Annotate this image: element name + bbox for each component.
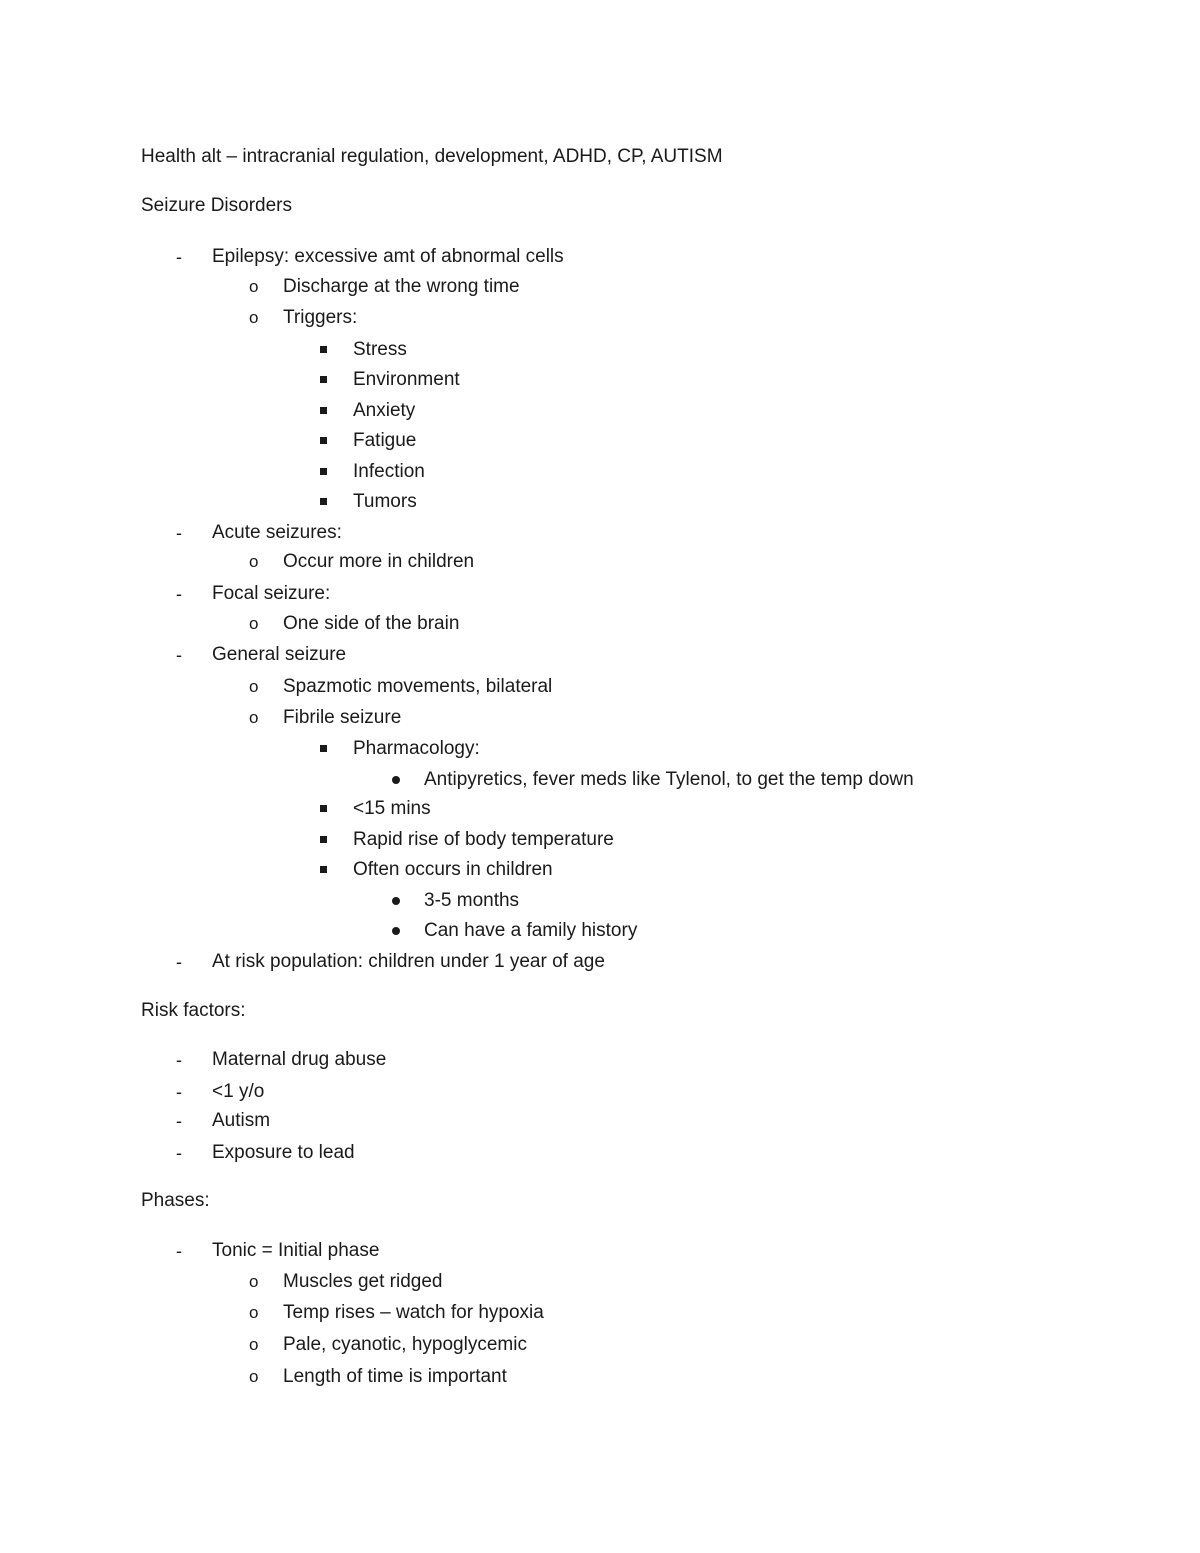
round-bullet-icon xyxy=(392,776,400,784)
list-item: One side of the brain xyxy=(283,613,460,634)
list-item: Triggers: xyxy=(283,307,358,328)
circle-bullet: o xyxy=(249,277,259,296)
square-bullet-icon xyxy=(320,437,327,444)
dash-bullet: - xyxy=(176,1143,182,1163)
circle-bullet: o xyxy=(249,1303,259,1322)
circle-bullet: o xyxy=(249,1367,259,1386)
round-bullet-icon xyxy=(392,897,400,905)
circle-bullet: o xyxy=(249,1272,259,1291)
list-item: Rapid rise of body temperature xyxy=(353,829,614,850)
dash-bullet: - xyxy=(176,645,182,665)
list-item: Autism xyxy=(212,1110,271,1131)
list-item: Often occurs in children xyxy=(353,859,553,880)
list-item: Antipyretics, fever meds like Tylenol, to get the temp down xyxy=(424,769,914,790)
square-bullet-icon xyxy=(320,498,327,505)
circle-bullet: o xyxy=(249,552,259,571)
square-bullet-icon xyxy=(320,805,327,812)
document-title: Health alt – intracranial regulation, development, ADHD, CP, AUTISM xyxy=(141,146,723,167)
list-item: Fatigue xyxy=(353,430,417,451)
list-item: Maternal drug abuse xyxy=(212,1049,387,1070)
circle-bullet: o xyxy=(249,614,259,633)
list-item: Acute seizures: xyxy=(212,522,342,543)
list-item: <1 y/o xyxy=(212,1081,265,1102)
list-item: Exposure to lead xyxy=(212,1142,355,1163)
square-bullet-icon xyxy=(320,836,327,843)
section-heading: Phases: xyxy=(141,1190,210,1211)
square-bullet-icon xyxy=(320,346,327,353)
list-item: Epilepsy: excessive amt of abnormal cells xyxy=(212,246,564,267)
list-item: Occur more in children xyxy=(283,551,475,572)
section-heading: Risk factors: xyxy=(141,1000,246,1021)
square-bullet-icon xyxy=(320,376,327,383)
dash-bullet: - xyxy=(176,1082,182,1102)
dash-bullet: - xyxy=(176,247,182,267)
list-item: Focal seizure: xyxy=(212,583,331,604)
list-item: Stress xyxy=(353,339,407,360)
list-item: Pharmacology: xyxy=(353,738,480,759)
list-item: Muscles get ridged xyxy=(283,1271,443,1292)
list-item: Temp rises – watch for hypoxia xyxy=(283,1302,544,1323)
list-item: Anxiety xyxy=(353,400,416,421)
list-item: 3-5 months xyxy=(424,890,520,911)
list-item: Length of time is important xyxy=(283,1366,507,1387)
list-item: Infection xyxy=(353,461,425,482)
list-item: Tumors xyxy=(353,491,417,512)
list-item: Spazmotic movements, bilateral xyxy=(283,676,553,697)
circle-bullet: o xyxy=(249,1335,259,1354)
list-item: General seizure xyxy=(212,644,347,665)
list-item: <15 mins xyxy=(353,798,431,819)
round-bullet-icon xyxy=(392,927,400,935)
list-item: Can have a family history xyxy=(424,920,638,941)
circle-bullet: o xyxy=(249,677,259,696)
list-item: Discharge at the wrong time xyxy=(283,276,520,297)
list-item: Pale, cyanotic, hypoglycemic xyxy=(283,1334,527,1355)
dash-bullet: - xyxy=(176,1241,182,1261)
circle-bullet: o xyxy=(249,708,259,727)
dash-bullet: - xyxy=(176,1111,182,1131)
square-bullet-icon xyxy=(320,866,327,873)
dash-bullet: - xyxy=(176,523,182,543)
square-bullet-icon xyxy=(320,468,327,475)
section-heading: Seizure Disorders xyxy=(141,195,292,216)
list-item: Fibrile seizure xyxy=(283,707,402,728)
list-item: Environment xyxy=(353,369,460,390)
dash-bullet: - xyxy=(176,584,182,604)
dash-bullet: - xyxy=(176,952,182,972)
circle-bullet: o xyxy=(249,308,259,327)
list-item: At risk population: children under 1 year of age xyxy=(212,951,605,972)
list-item: Tonic = Initial phase xyxy=(212,1240,380,1261)
dash-bullet: - xyxy=(176,1050,182,1070)
square-bullet-icon xyxy=(320,745,327,752)
square-bullet-icon xyxy=(320,407,327,414)
